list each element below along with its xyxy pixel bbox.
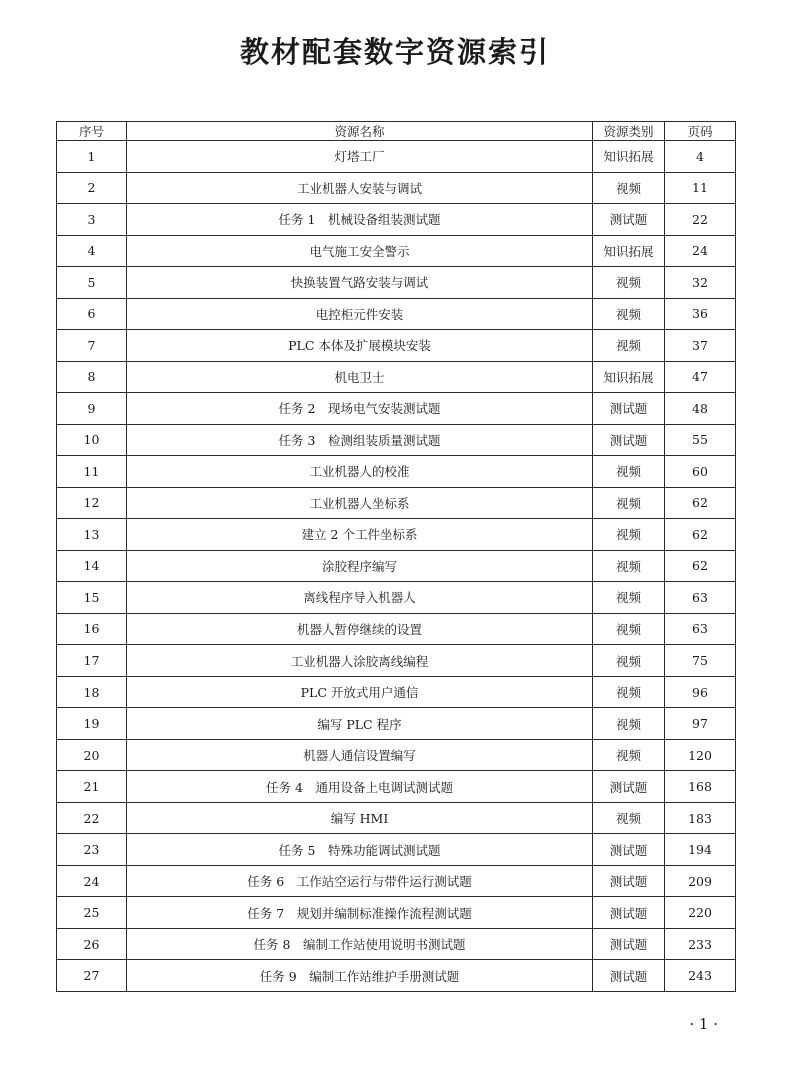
cell-resource-name: 涂胶程序编写 (127, 550, 593, 582)
table-row (57, 802, 736, 834)
table-row (57, 456, 736, 488)
cell-resource-name: 任务 6 工作站空运行与带件运行测试题 (127, 865, 593, 897)
table-row (57, 235, 736, 267)
table-row (57, 550, 736, 582)
resource-index-table (56, 121, 736, 992)
cell-index: 7 (57, 330, 127, 362)
cell-resource-name: 工业机器人安装与调试 (127, 172, 593, 204)
cell-page: 183 (665, 802, 736, 834)
cell-resource-name: 任务 4 通用设备上电调试测试题 (127, 771, 593, 803)
cell-page: 36 (665, 298, 736, 330)
page-title: 教材配套数字资源索引 (239, 35, 550, 69)
cell-resource-type: 测试题 (593, 928, 665, 960)
table-row (57, 582, 736, 614)
cell-resource-type: 视频 (593, 172, 665, 204)
cell-index: 20 (57, 739, 127, 771)
cell-resource-name: 机器人通信设置编写 (127, 739, 593, 771)
cell-resource-type: 视频 (593, 708, 665, 740)
cell-index: 2 (57, 172, 127, 204)
cell-resource-type: 视频 (593, 676, 665, 708)
table-row (57, 676, 736, 708)
cell-page: 11 (665, 172, 736, 204)
cell-resource-name: 任务 2 现场电气安装测试题 (127, 393, 593, 425)
cell-resource-type: 视频 (593, 802, 665, 834)
cell-resource-type: 视频 (593, 330, 665, 362)
table-row (57, 928, 736, 960)
cell-index: 15 (57, 582, 127, 614)
cell-resource-name: 任务 3 检测组装质量测试题 (127, 424, 593, 456)
cell-resource-type: 视频 (593, 550, 665, 582)
cell-resource-name: 任务 1 机械设备组装测试题 (127, 204, 593, 236)
cell-page: 22 (665, 204, 736, 236)
cell-page: 209 (665, 865, 736, 897)
cell-index: 14 (57, 550, 127, 582)
cell-resource-type: 测试题 (593, 424, 665, 456)
cell-index: 24 (57, 865, 127, 897)
cell-resource-type: 视频 (593, 739, 665, 771)
table-row (57, 739, 736, 771)
table-row (57, 708, 736, 740)
cell-index: 11 (57, 456, 127, 488)
cell-index: 27 (57, 960, 127, 992)
cell-resource-name: 任务 9 编制工作站维护手册测试题 (127, 960, 593, 992)
cell-page: 62 (665, 519, 736, 551)
cell-resource-type: 知识拓展 (593, 361, 665, 393)
table-body (57, 141, 736, 992)
cell-page: 4 (665, 141, 736, 173)
cell-page: 48 (665, 393, 736, 425)
cell-resource-type: 测试题 (593, 897, 665, 929)
cell-index: 1 (57, 141, 127, 173)
cell-index: 22 (57, 802, 127, 834)
cell-resource-type: 视频 (593, 613, 665, 645)
table-row (57, 172, 736, 204)
cell-resource-type: 知识拓展 (593, 141, 665, 173)
cell-resource-type: 测试题 (593, 865, 665, 897)
cell-resource-name: 任务 7 规划并编制标准操作流程测试题 (127, 897, 593, 929)
cell-resource-type: 测试题 (593, 771, 665, 803)
table-row (57, 645, 736, 677)
cell-resource-type: 视频 (593, 582, 665, 614)
header-resource-name: 资源名称 (127, 122, 593, 141)
cell-index: 19 (57, 708, 127, 740)
cell-page: 168 (665, 771, 736, 803)
cell-page: 97 (665, 708, 736, 740)
cell-resource-name: 电控柜元件安装 (127, 298, 593, 330)
cell-resource-name: 编写 HMI (127, 802, 593, 834)
page-number: · 1 · (689, 1015, 718, 1033)
table-row (57, 204, 736, 236)
cell-page: 62 (665, 550, 736, 582)
cell-index: 9 (57, 393, 127, 425)
cell-page: 220 (665, 897, 736, 929)
cell-resource-type: 测试题 (593, 834, 665, 866)
header-index: 序号 (57, 122, 127, 141)
cell-resource-name: 机器人暂停继续的设置 (127, 613, 593, 645)
cell-index: 16 (57, 613, 127, 645)
cell-page: 55 (665, 424, 736, 456)
cell-index: 12 (57, 487, 127, 519)
cell-resource-name: 编写 PLC 程序 (127, 708, 593, 740)
cell-resource-type: 知识拓展 (593, 235, 665, 267)
cell-resource-type: 视频 (593, 519, 665, 551)
cell-resource-type: 视频 (593, 645, 665, 677)
cell-index: 25 (57, 897, 127, 929)
cell-index: 10 (57, 424, 127, 456)
cell-index: 23 (57, 834, 127, 866)
table-row (57, 771, 736, 803)
cell-resource-name: 工业机器人涂胶离线编程 (127, 645, 593, 677)
cell-page: 62 (665, 487, 736, 519)
header-resource-type: 资源类别 (593, 122, 665, 141)
table-row (57, 330, 736, 362)
cell-index: 26 (57, 928, 127, 960)
cell-page: 37 (665, 330, 736, 362)
cell-resource-name: 工业机器人坐标系 (127, 487, 593, 519)
cell-resource-type: 视频 (593, 298, 665, 330)
cell-page: 63 (665, 613, 736, 645)
cell-page: 63 (665, 582, 736, 614)
cell-resource-type: 测试题 (593, 960, 665, 992)
cell-resource-name: PLC 开放式用户通信 (127, 676, 593, 708)
cell-index: 13 (57, 519, 127, 551)
table-row (57, 865, 736, 897)
cell-resource-type: 测试题 (593, 393, 665, 425)
table-row (57, 519, 736, 551)
table-row (57, 834, 736, 866)
cell-resource-name: 离线程序导入机器人 (127, 582, 593, 614)
cell-resource-name: 电气施工安全警示 (127, 235, 593, 267)
cell-page: 233 (665, 928, 736, 960)
cell-resource-type: 视频 (593, 487, 665, 519)
table-row (57, 487, 736, 519)
cell-index: 3 (57, 204, 127, 236)
cell-page: 243 (665, 960, 736, 992)
cell-index: 6 (57, 298, 127, 330)
table-row (57, 267, 736, 299)
table-row (57, 393, 736, 425)
table-row (57, 613, 736, 645)
cell-resource-type: 视频 (593, 267, 665, 299)
cell-index: 4 (57, 235, 127, 267)
table-row (57, 424, 736, 456)
cell-page: 24 (665, 235, 736, 267)
cell-resource-type: 视频 (593, 456, 665, 488)
cell-index: 5 (57, 267, 127, 299)
cell-resource-name: 快换装置气路安装与调试 (127, 267, 593, 299)
cell-resource-name: 机电卫士 (127, 361, 593, 393)
cell-page: 75 (665, 645, 736, 677)
cell-resource-type: 测试题 (593, 204, 665, 236)
cell-resource-name: 建立 2 个工件坐标系 (127, 519, 593, 551)
table-row (57, 960, 736, 992)
cell-page: 32 (665, 267, 736, 299)
cell-page: 96 (665, 676, 736, 708)
table-row (57, 141, 736, 173)
cell-page: 120 (665, 739, 736, 771)
cell-index: 21 (57, 771, 127, 803)
cell-resource-name: PLC 本体及扩展模块安装 (127, 330, 593, 362)
cell-index: 17 (57, 645, 127, 677)
table-row (57, 298, 736, 330)
cell-page: 194 (665, 834, 736, 866)
cell-index: 8 (57, 361, 127, 393)
table-row (57, 897, 736, 929)
cell-index: 18 (57, 676, 127, 708)
table-header-row (57, 122, 736, 141)
cell-page: 60 (665, 456, 736, 488)
cell-resource-name: 灯塔工厂 (127, 141, 593, 173)
cell-resource-name: 任务 5 特殊功能调试测试题 (127, 834, 593, 866)
header-page: 页码 (665, 122, 736, 141)
cell-resource-name: 工业机器人的校准 (127, 456, 593, 488)
table-row (57, 361, 736, 393)
cell-resource-name: 任务 8 编制工作站使用说明书测试题 (127, 928, 593, 960)
cell-page: 47 (665, 361, 736, 393)
